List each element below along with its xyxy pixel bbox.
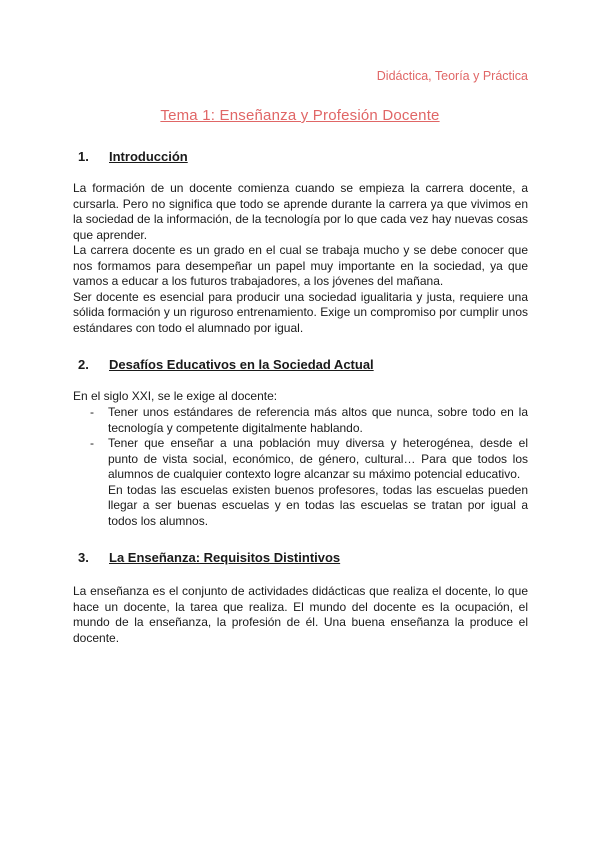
section-title: Introducción	[109, 149, 188, 164]
bullet-dash: -	[90, 405, 94, 419]
list-item	[90, 405, 528, 436]
paragraph: La carrera docente es un grado en el cual se trabaja mucho y se debe conocer que nos formamos para desempeñar un papel muy importante en la sociedad, ya que vamos a educar a los futuros trabajadores, a los jóvenes del mañana.	[73, 243, 528, 288]
section-heading-desafios	[78, 357, 374, 372]
list-item	[90, 436, 528, 529]
paragraph: Ser docente es esencial para producir una sociedad igualitaria y justa, requiere una sólida formación y un riguroso entrenamiento. Exige un compromiso por cumplir unos estándares con todo el alumnado por igual.	[73, 289, 528, 335]
section-number: 2.	[78, 357, 89, 372]
section-title: Desafíos Educativos en la Sociedad Actual	[109, 357, 374, 372]
paragraph: En el siglo XXI, se le exige al docente:	[73, 389, 278, 403]
list-item-text: Tener unos estándares de referencia más altos que nunca, sobre todo en la tecnología y competente digitalmente hablando.	[108, 405, 528, 435]
paragraph: La enseñanza es el conjunto de actividades didácticas que realiza el docente, lo que hace un docente, la tarea que realiza. El mundo del docente es la ocupación, el mundo de la enseñanza, la profesión de él. Una buena enseñanza la produce el docente.	[73, 584, 528, 645]
list-item-text: Tener que enseñar a una población muy diversa y heterogénea, desde el punto de vista social, económico, de género, cultural… Para que todos los alumnos de cualquier contexto logre alcanzar su máximo potencial educativo.	[108, 436, 528, 481]
bullet-dash: -	[90, 436, 94, 450]
paragraph: La formación de un docente comienza cuando se empieza la carrera docente, a cursarla. Pero no significa que todo se aprende durante la carrera ya que vivimos en la sociedad de la información, de la tecnología por lo que cada vez hay nuevas cosas que aprender.	[73, 181, 528, 242]
course-header: Didáctica, Teoría y Práctica	[376, 69, 528, 83]
demands-list	[90, 405, 528, 529]
section-number: 3.	[78, 550, 89, 565]
section-number: 1.	[78, 149, 89, 164]
list-item-continuation: En todas las escuelas existen buenos profesores, todas las escuelas pueden llegar a ser buenas escuelas y en todas las escuelas se tratan por igual a todos los alumnos.	[108, 482, 528, 528]
section-body-introduccion	[73, 181, 528, 336]
section-heading-introduccion	[78, 149, 188, 164]
section-title: La Enseñanza: Requisitos Distintivos	[109, 550, 341, 565]
section-body-ensenanza	[73, 584, 528, 646]
section-intro-desafios	[73, 389, 528, 405]
page-title: Tema 1: Enseñanza y Profesión Docente	[160, 107, 440, 124]
section-heading-ensenanza	[78, 550, 340, 565]
